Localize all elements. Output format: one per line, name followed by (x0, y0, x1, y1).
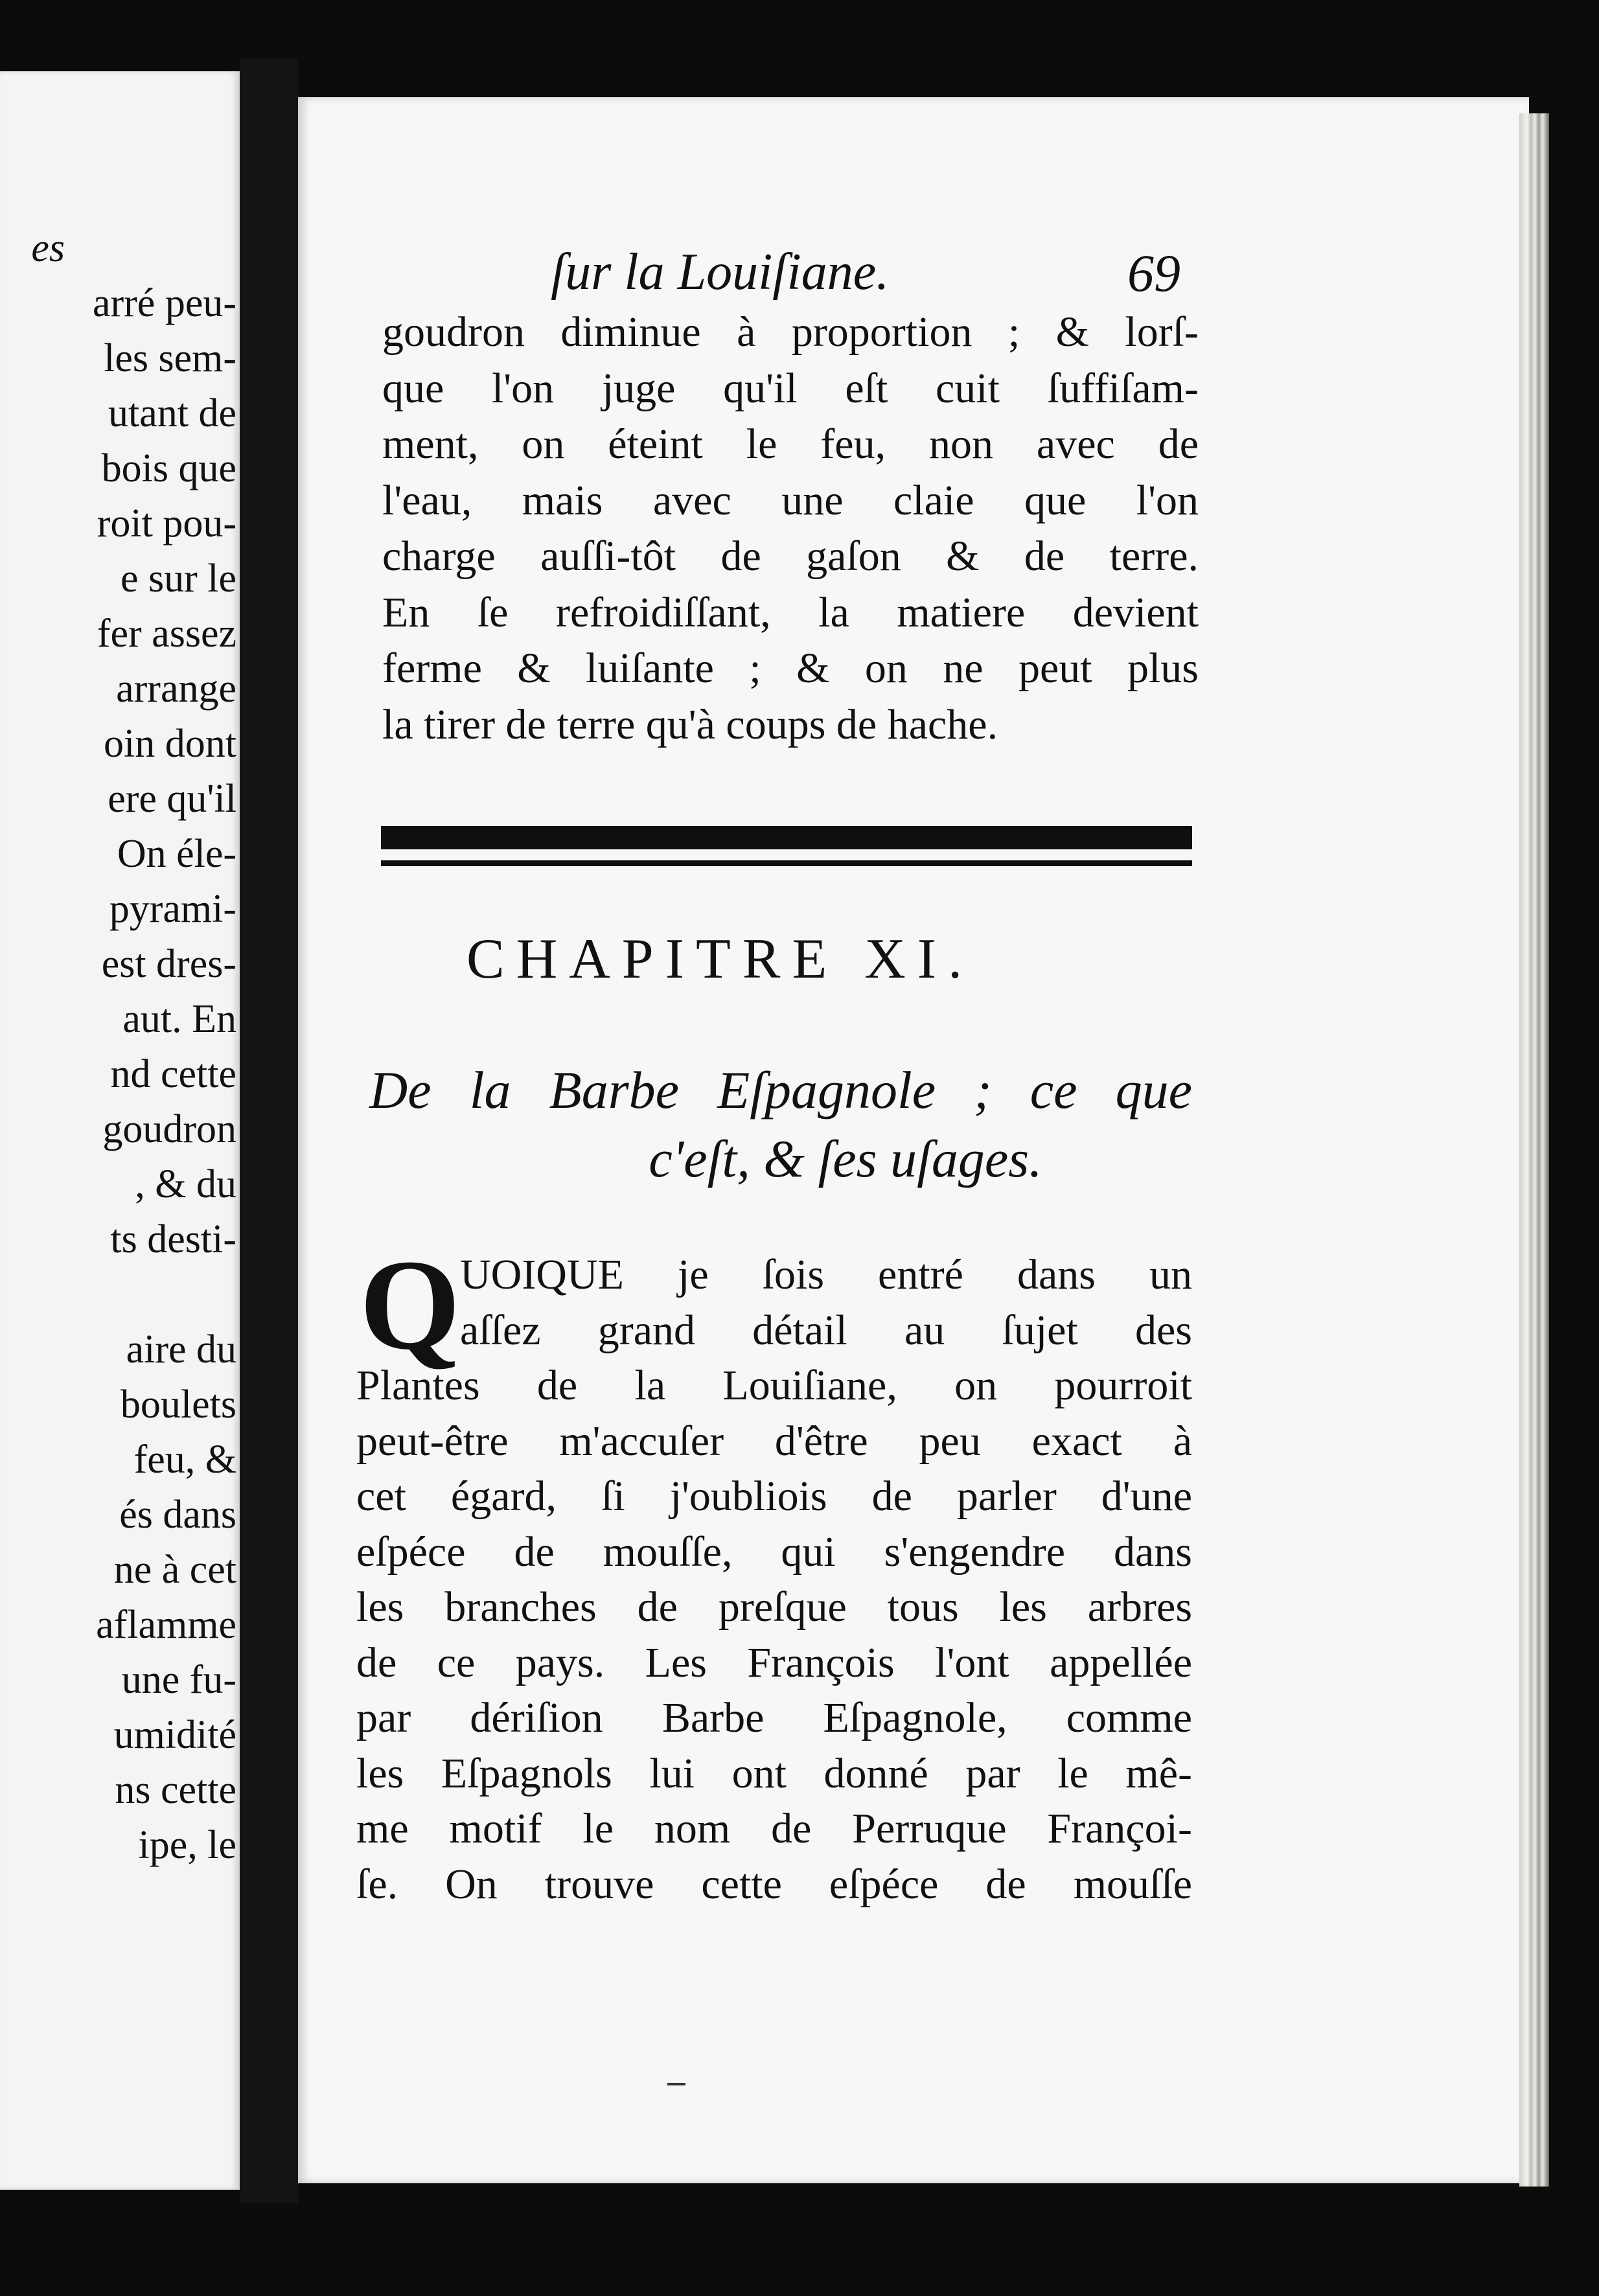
left-page-line: és dans (119, 1493, 236, 1537)
text-line: ferme & luiſante ; & on ne peut plus (382, 645, 1199, 692)
left-page-line: une fu- (121, 1658, 236, 1702)
left-page-line: aflamme (96, 1603, 236, 1647)
running-title: ſur la Louiſiane. (551, 244, 890, 301)
text-line: l'eau, mais avec une claie que l'on (382, 476, 1199, 524)
left-page-line: feu, & (133, 1438, 236, 1482)
left-page-line: boulets (120, 1383, 236, 1427)
left-page-line: ns cette (115, 1768, 236, 1812)
left-page-line: roit pou- (97, 501, 236, 545)
text-line: En ſe refroidiſſant, la matiere devient (382, 588, 1199, 636)
left-page-line: e sur le (120, 557, 236, 601)
book-gutter (240, 58, 298, 2203)
text-line: cet égard, ſi j'oubliois de parler d'une (356, 1473, 1192, 1520)
left-page-line: arré peu- (93, 281, 236, 325)
left-page-line: fer assez (97, 612, 236, 656)
left-page-line: oin dont (104, 722, 236, 766)
left-page-line: bois que (101, 446, 236, 490)
page-edge-stack (1519, 113, 1549, 2187)
text-line: ſe. On trouve cette eſpéce de mouſſe (356, 1860, 1192, 1908)
text-line: les branches de preſque tous les arbres (356, 1583, 1192, 1631)
chapter-subtitle (369, 1056, 1192, 1193)
subtitle-line: c'eſt, & ſes uſages. (649, 1129, 1042, 1188)
left-page-line: ipe, le (138, 1823, 236, 1867)
page-mark (667, 2083, 685, 2085)
continued-text (382, 304, 1199, 753)
left-page-fragment (0, 71, 240, 2190)
text-line: par dériſion Barbe Eſpagnole, comme (356, 1694, 1192, 1741)
chapter-heading: CHAPITRE XI. (466, 928, 974, 991)
text-line: UOIQUE je ſois entré dans un (460, 1251, 1192, 1298)
left-page-line: umidité (113, 1713, 236, 1757)
left-page-line: arrange (116, 667, 236, 711)
text-line: ment, on éteint le feu, non avec de (382, 420, 1199, 468)
text-line: eſpéce de mouſſe, qui s'engendre dans (356, 1528, 1192, 1576)
chapter-paragraph (356, 1234, 1192, 1912)
text-line: aſſez grand détail au ſujet des (460, 1306, 1192, 1354)
left-page-line: , & du (135, 1162, 236, 1206)
left-page-line: ts desti- (110, 1217, 236, 1261)
drop-cap: Q (360, 1234, 461, 1377)
page-number: 69 (1127, 244, 1180, 303)
text-line: goudron diminue à proportion ; & lorſ- (382, 308, 1199, 356)
text-line: charge auſſi-tôt de gaſon & de terre. (382, 533, 1199, 580)
text-line: de ce pays. Les François l'ont appellée (356, 1638, 1192, 1686)
left-page-line: est dres- (101, 942, 236, 986)
text-line: peut-être m'accuſer d'être peu exact à (356, 1417, 1192, 1465)
left-page-line: aire du (126, 1327, 236, 1372)
left-page-line: ne à cet (113, 1548, 236, 1592)
left-page-line: utant de (108, 391, 236, 435)
left-page-line: aut. En (122, 997, 236, 1041)
text-line: la tirer de terre qu'à coups de hache. (382, 700, 998, 748)
text-line: que l'on juge qu'il eſt cuit ſuffiſam- (382, 364, 1199, 412)
left-page-line: goudron (102, 1107, 236, 1151)
chapter-rule-thick (381, 826, 1192, 849)
left-page-line: On éle- (117, 832, 236, 876)
chapter-rule-thin (381, 860, 1192, 866)
text-line: Plantes de la Louiſiane, on pourroit (356, 1362, 1192, 1409)
text-line: me motif le nom de Perruque Françoi- (356, 1805, 1192, 1852)
left-page-line: pyrami- (109, 887, 236, 931)
left-page-line: es (31, 226, 65, 270)
subtitle-line: De la Barbe Eſpagnole ; ce que (369, 1061, 1192, 1119)
text-line: les Eſpagnols lui ont donné par le mê- (356, 1749, 1192, 1797)
left-page-line: les sem- (104, 336, 236, 380)
left-page-line: ere qu'il (108, 777, 236, 821)
left-page-line: nd cette (110, 1052, 236, 1096)
